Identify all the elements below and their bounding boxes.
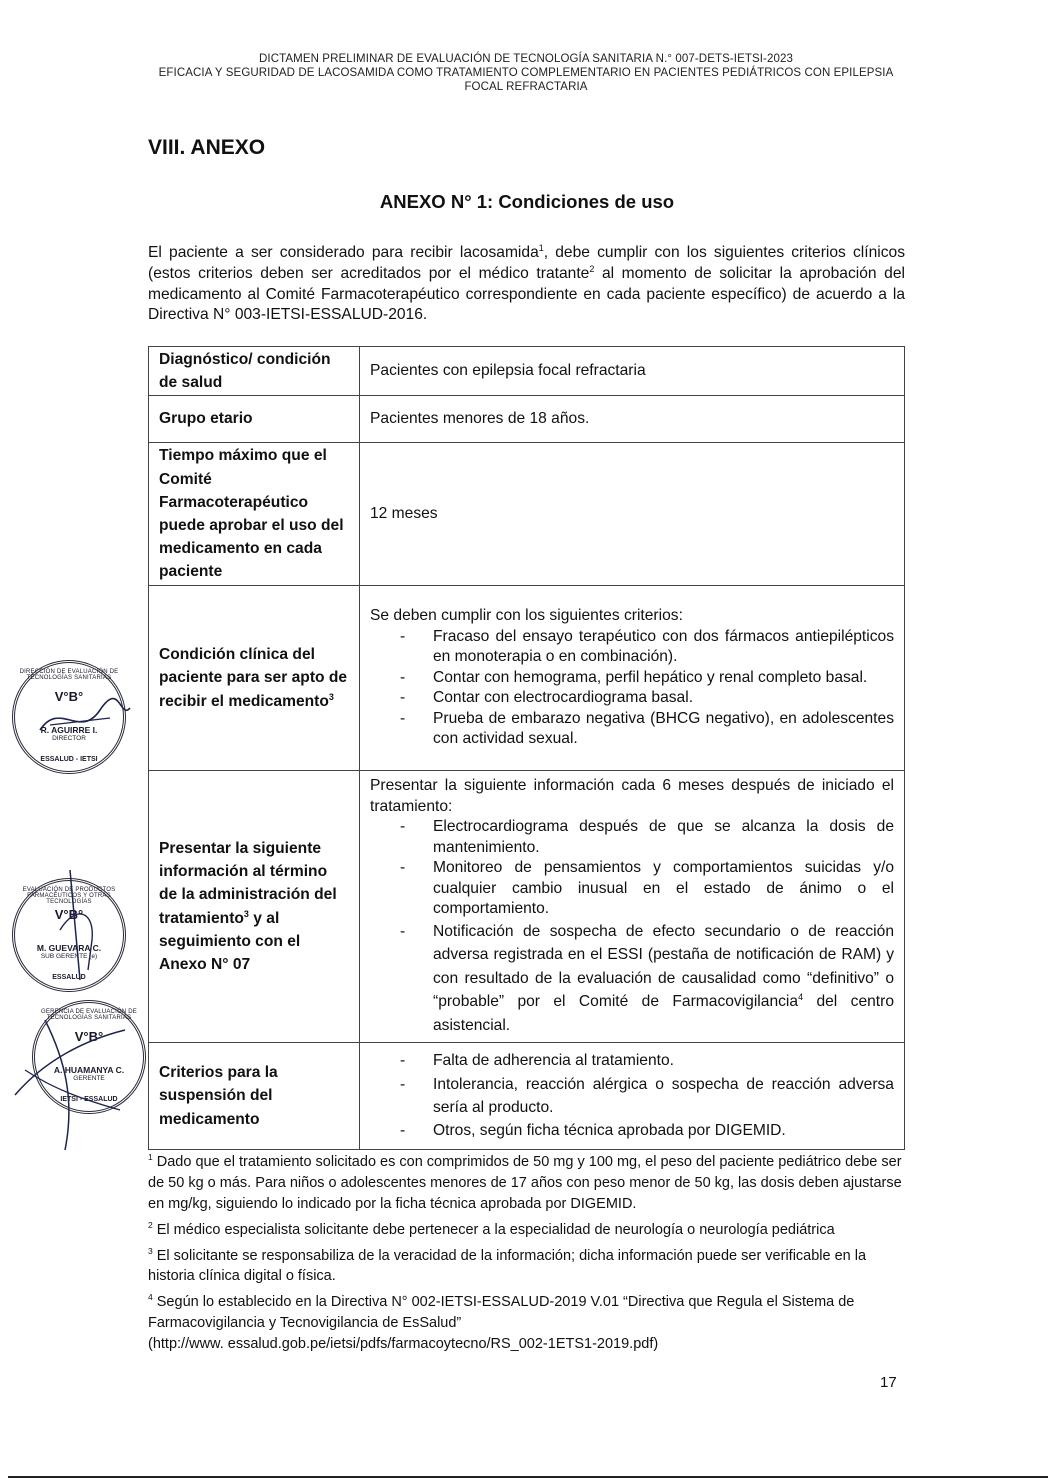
conditions-table: [148, 346, 905, 1150]
stamp-ring-text: GERENCIA DE EVALUACIÓN DE TECNOLOGÍAS SANITARIAS: [41, 1009, 137, 1021]
intro-paragraph: [148, 243, 905, 326]
list-item: [370, 920, 894, 1037]
row-label-text: Condición clínica del paciente para ser apto de recibir el medicamento: [159, 646, 348, 710]
footnote-text: El médico especialista solicitante debe pertenecer a la especialidad de neurología o neurología pediátrica: [152, 1221, 835, 1238]
table-row-diagnosis: [149, 347, 905, 396]
footnote-ref-3: 3: [243, 908, 249, 919]
list-item: - Monitoreo de pensamientos y comportamientos suicidas y/o cualquier cambio inusual en el estado de ánimo o el comportamiento.: [370, 858, 894, 920]
row-label: Tiempo máximo que el Comité Farmacoterapéutico puede aprobar el uso del medicamento en cada paciente: [149, 443, 360, 586]
intro-text-3: al momento de solicitar la aprobación del medicamento al Comité Farmacoterapéutico correspondiente en cada paciente específico) de acuerdo a la Directiva N° 003-IETSI-ESSALUD-2016.: [148, 264, 905, 324]
stamp-role: GERENTE: [73, 1075, 105, 1082]
footnote-url: (http://www. essalud.gob.pe/ietsi/pdfs/farmacoytecno/RS_002-1ETS1-2019.pdf): [148, 1336, 659, 1353]
list-item: - Electrocardiograma después de que se alcanza la dosis de mantenimiento.: [370, 817, 894, 858]
list-item-text: Notificación de sospecha de efecto secundario o de reacción adversa registrada en el ESSI (pestaña de notificación de RAM) y con resultado de la evaluación de causalidad como “definitivo” o “probable” por el Comité de Farmacovigilancia: [433, 923, 894, 1011]
stamp-ring-text: EVALUACIÓN DE PRODUCTOS FARMACÉUTICOS Y OTRAS TECNOLOGÍAS: [22, 887, 116, 905]
criteria-list: [370, 627, 894, 751]
header-line-1: DICTAMEN PRELIMINAR DE EVALUACIÓN DE TECNOLOGÍA SANITARIA N.° 007-DETS-IETSI-2023: [259, 53, 793, 65]
row-value: Pacientes con epilepsia focal refractaria: [360, 347, 905, 396]
stamp-name: R. AGUIRRE I.: [40, 725, 98, 735]
row-value: [360, 1043, 905, 1150]
stamp-ring-text: DIRECCIÓN DE EVALUACIÓN DE TECNOLOGÍAS SANITARIAS: [19, 669, 119, 681]
bottom-rule: [8, 1476, 1048, 1478]
table-row-clinical-condition: [149, 586, 905, 771]
page-number: 17: [880, 1374, 897, 1391]
stamp-base: ESSALUD: [52, 974, 86, 981]
suspension-list: [370, 1049, 894, 1143]
table-row-max-time: [149, 443, 905, 586]
footnote-ref-1: 1: [538, 242, 544, 253]
footnote-number: 3: [148, 1245, 153, 1256]
footnotes: [148, 1147, 906, 1355]
row-value: [360, 771, 905, 1043]
follow-up-intro: Presentar la siguiente información cada 6 meses después de iniciado el tratamiento:: [370, 776, 894, 815]
footnote-number: 1: [148, 1152, 153, 1162]
footnote-ref-3: 3: [328, 691, 334, 702]
footnote-4: [148, 1287, 906, 1334]
footnote-ref-2: 2: [589, 263, 595, 274]
row-label: Diagnóstico/ condición de salud: [149, 347, 360, 396]
row-value: Pacientes menores de 18 años.: [360, 396, 905, 443]
stamp-base: IETSI - ESSALUD: [60, 1096, 118, 1103]
footnote-text: Dado que el tratamiento solicitado es con comprimidos de 50 mg y 100 mg, el peso del paciente pediátrico debe ser de 50 kg o más. Para niños o adolescentes menores de 17 años con peso menor de 50 kg, las dosis deben ajustarse en mg/kg, siguiendo lo indicado por la ficha técnica aprobada por DIGEMID.: [148, 1153, 902, 1212]
row-label: Criterios para la suspensión del medicamento: [149, 1043, 360, 1150]
follow-up-list: [370, 817, 894, 1037]
list-item: - Contar con hemograma, perfil hepático y renal completo basal.: [370, 668, 894, 689]
footnote-2: [148, 1215, 906, 1241]
table-row-age-group: [149, 396, 905, 443]
footnote-number: 2: [148, 1219, 153, 1230]
stamp-name: A. HUAMANYA C.: [53, 1065, 125, 1075]
intro-text-1: El paciente a ser considerado para recibir lacosamida: [148, 244, 539, 261]
list-item: - Intolerancia, reacción alérgica o sospecha de reacción adversa sería al producto.: [370, 1073, 894, 1120]
footnote-number: 4: [148, 1292, 153, 1303]
approval-stamp-director: [12, 660, 126, 774]
row-value: 12 meses: [360, 443, 905, 586]
stamp-vb: V°B°: [74, 1029, 104, 1044]
header-line-3: FOCAL REFRACTARIA: [464, 81, 588, 93]
list-item-text: del centro asistencial.: [433, 993, 894, 1034]
stamp-name: M. GUEVARA C.: [36, 943, 102, 953]
footnote-text: Según lo establecido en la Directiva N° 002-IETSI-ESSALUD-2019 V.01 “Directiva que Regula el Sistema de Farmacovigilancia y Tecnovigilancia de EsSalud”: [148, 1294, 855, 1332]
intro-text-2: , debe cumplir con los siguientes criterios clínicos (estos criterios deben ser acreditados por el médico tratante: [148, 244, 906, 282]
footnote-3: [148, 1241, 906, 1288]
approval-stamp-gerente: [32, 1000, 146, 1114]
stamp-vb: V°B°: [54, 689, 84, 704]
list-item: - Prueba de embarazo negativa (BHCG negativo), en adolescentes con actividad sexual.: [370, 709, 894, 750]
approval-stamp-subgerente: [12, 878, 126, 992]
row-label: [149, 771, 360, 1043]
table-row-follow-up: [149, 771, 905, 1043]
footnote-1: [148, 1147, 906, 1215]
row-label-text: Presentar la siguiente información al término de la administración del tratamiento: [159, 839, 337, 927]
section-title: VIII. ANEXO: [148, 136, 266, 159]
list-item: - Otros, según ficha técnica aprobada por DIGEMID.: [370, 1119, 894, 1142]
criteria-intro: Se deben cumplir con los siguientes criterios:: [370, 606, 683, 624]
list-item: - Fracaso del ensayo terapéutico con dos fármacos antiepilépticos en monoterapia o en combinación).: [370, 627, 894, 668]
footnote-ref-4: 4: [798, 992, 804, 1003]
row-label: [149, 586, 360, 771]
list-item: - Falta de adherencia al tratamiento.: [370, 1049, 894, 1072]
stamp-vb: V°B°: [54, 907, 84, 922]
table-row-suspension: [149, 1043, 905, 1150]
row-value: [360, 586, 905, 771]
list-item: - Contar con electrocardiograma basal.: [370, 688, 894, 709]
row-label-text: y al seguimiento con el Anexo N° 07: [159, 909, 301, 973]
stamp-role: DIRECTOR: [52, 735, 86, 742]
header-line-2: EFICACIA Y SEGURIDAD DE LACOSAMIDA COMO TRATAMIENTO COMPLEMENTARIO EN PACIENTES PEDIÁTRICOS CON EPILEPSIA: [158, 67, 894, 79]
annex-title: ANEXO N° 1: Condiciones de uso: [379, 191, 675, 212]
stamp-base: ESSALUD - IETSI: [40, 756, 98, 763]
row-label: Grupo etario: [149, 396, 360, 443]
footnote-text: El solicitante se responsabiliza de la veracidad de la información; dicha información puede ser verificable en la historia clínica digital o física.: [148, 1247, 867, 1285]
document-header: [130, 52, 922, 94]
stamp-role: SUB GERENTE (e): [40, 953, 98, 960]
